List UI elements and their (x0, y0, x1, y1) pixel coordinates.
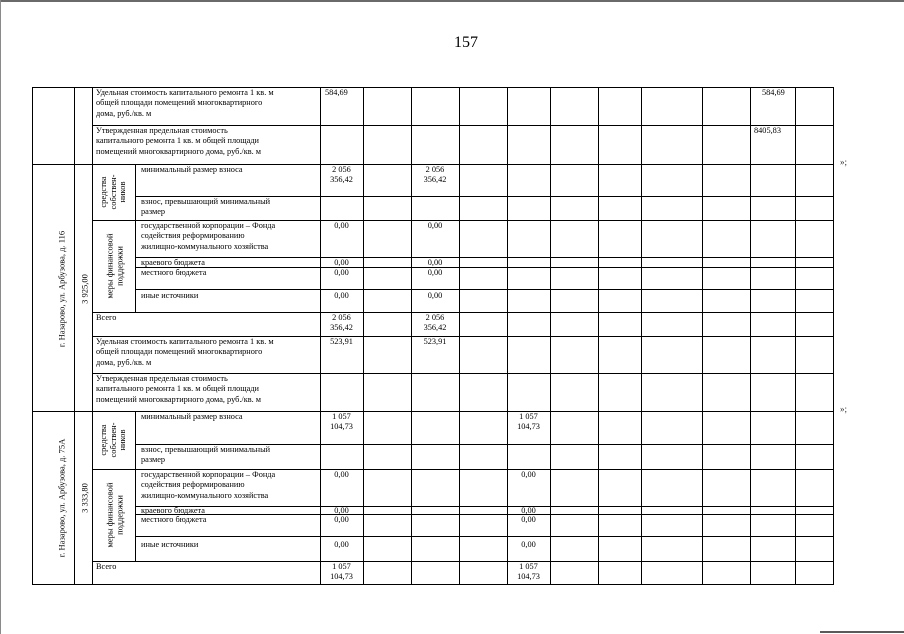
block1-regional-value-2: 0,00 (427, 258, 443, 267)
block2-address: г. Назарово, ул. Арбузова, д. 75А (56, 438, 67, 558)
block1-unit-cost-value-2: 523,91 (423, 337, 447, 346)
block1-address: г. Назарово, ул. Арбузова, д. 116 (56, 230, 67, 348)
block2-local-value: 0,00 (334, 515, 349, 524)
block1-total-value-2: 2 056 356,42 (423, 313, 447, 333)
block1-label-other: иные источники (141, 291, 199, 300)
block1-state-corp-value-2: 0,00 (427, 221, 443, 230)
block2-min-fee-value-2: 1 057 104,73 (517, 412, 540, 432)
block2-area: 3 333,80 (79, 483, 90, 513)
block2-total-value: 1 057 104,73 (330, 562, 353, 582)
block1-owners-group: средства собствен- ников (97, 174, 127, 210)
block1-min-fee-value: 2 056 356,42 (330, 165, 353, 185)
label-limit-cost-top: Утвержденная предельная стоимость капитального ремонта 1 кв. м общей площади помещений многоквартирного дома, руб./кв. м (96, 126, 262, 156)
block1-regional-value: 0,00 (334, 258, 349, 267)
block1-label-over-fee: взнос, превышающий минимальный размер (141, 197, 271, 217)
block1-state-corp-value: 0,00 (334, 221, 349, 230)
edge-mark: »; (840, 157, 848, 167)
block2-label-other: иные источники (141, 540, 199, 549)
block2-support-group: меры финансовой поддержки (104, 482, 124, 548)
block2-local-value-2: 0,00 (521, 515, 536, 524)
block1-other-value-2: 0,00 (427, 291, 443, 300)
top-limit-cost-value: 8405,83 (754, 126, 781, 135)
block2-regional-value-2: 0,00 (521, 506, 536, 515)
block1-total-value: 2 056 356,42 (330, 313, 353, 333)
block1-label-total: Всего (96, 313, 117, 322)
top-unit-cost-value: 584,69 (325, 88, 348, 97)
block1-label-regional: краевого бюджета (141, 258, 205, 267)
block2-regional-value: 0,00 (334, 506, 349, 515)
block2-label-total: Всего (96, 562, 117, 571)
block2-label-local: местного бюджета (141, 515, 207, 524)
block1-min-fee-value-2: 2 056 356,42 (423, 165, 447, 185)
edge-mark: »; (840, 404, 848, 414)
block2-label-regional: краевого бюджета (141, 506, 205, 515)
block1-label-state-corp: государственной корпорации – Фонда содействия реформированию жилищно-коммунального хозяйства (141, 221, 276, 251)
block1-other-value: 0,00 (334, 291, 349, 300)
page-number: 157 (454, 34, 478, 51)
block2-total-value-2: 1 057 104,73 (517, 562, 540, 582)
block2-label-state-corp: государственной корпорации – Фонда содействия реформированию жилищно-коммунального хозяйства (141, 470, 276, 500)
block1-label-unit-cost: Удельная стоимость капитального ремонта 1 кв. м общей площади помещений многоквартирного дома, руб./кв. м (96, 337, 274, 367)
block1-area: 3 925,00 (79, 274, 90, 304)
block2-other-value: 0,00 (334, 540, 349, 549)
block2-owners-group: средства собствен- ников (97, 422, 127, 458)
label-unit-cost-top: Удельная стоимость капитального ремонта 1 кв. м общей площади помещений многоквартирного дома, руб./кв. м (96, 88, 274, 118)
block2-state-corp-value-2: 0,00 (521, 470, 536, 479)
block2-min-fee-value: 1 057 104,73 (330, 412, 353, 432)
block2-label-min-fee: минимальный размер взноса (141, 412, 243, 421)
block1-label-local: местного бюджета (141, 268, 207, 277)
block2-state-corp-value: 0,00 (334, 470, 349, 479)
block2-label-over-fee: взнос, превышающий минимальный размер (141, 445, 271, 465)
block1-label-min-fee: минимальный размер взноса (141, 165, 243, 174)
block1-local-value-2: 0,00 (427, 268, 443, 277)
top-unit-cost-value-right: 584,69 (762, 88, 785, 97)
block2-other-value-2: 0,00 (521, 540, 536, 549)
block1-support-group: меры финансовой поддержки (104, 233, 124, 299)
block1-local-value: 0,00 (334, 268, 349, 277)
block1-unit-cost-value: 523,91 (330, 337, 353, 346)
block1-label-limit-cost: Утвержденная предельная стоимость капитального ремонта 1 кв. м общей площади помещений многоквартирного дома, руб./кв. м (96, 374, 262, 404)
